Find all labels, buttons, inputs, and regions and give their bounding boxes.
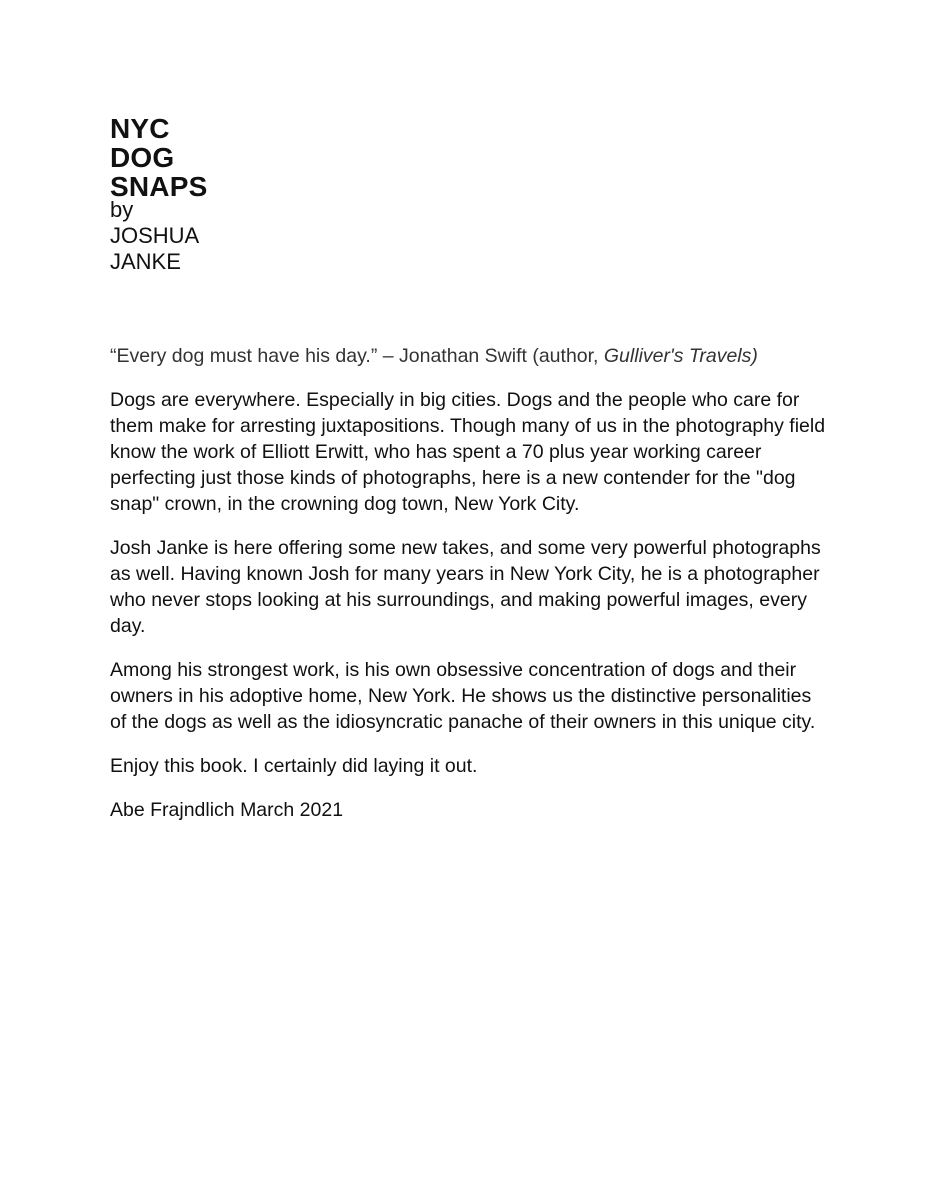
paragraph-2: Josh Janke is here offering some new takes, and some very powerful photographs as well. Having known Josh for many years in New York City, he is a photographer who never stops looking at his surroundings, and making powerful images, every day.	[110, 537, 821, 637]
author-first-name: JOSHUA	[110, 223, 200, 248]
epigraph-book-title-part2: Travels)	[683, 345, 758, 367]
book-title-line-2: DOG	[110, 142, 175, 173]
byline-by: by	[110, 197, 134, 222]
document-page	[110, 114, 830, 823]
paragraph-3: Among his strongest work, is his own obsessive concentration of dogs and their owners in his adoptive home, New York. He shows us the distinctive personalities of the dogs as well as the idiosyncratic panache of their owners in this unique city.	[110, 659, 816, 733]
epigraph-quote	[110, 343, 830, 369]
book-title-line-3: SNAPS	[110, 171, 208, 202]
signature-line: Abe Frajndlich March 2021	[110, 799, 344, 821]
paragraph-1: Dogs are everywhere. Especially in big cities. Dogs and the people who care for them make for arresting juxtapositions. Though many of us in the photography field know the work of Elliott Erwitt, who has spent a 70 plus year working career perfecting just those kinds of photographs, here is a new contender for the "dog snap" crown, in the crowning dog town, New York City.	[110, 389, 826, 515]
epigraph-book-title-part1: Gulliver's	[603, 345, 684, 367]
paragraph-4: Enjoy this book. I certainly did laying it out.	[110, 755, 478, 777]
book-title-line-1: NYC	[110, 113, 170, 144]
epigraph-text: “Every dog must have his day.” – Jonathan Swift (author,	[110, 345, 604, 367]
author-last-name: JANKE	[110, 249, 181, 274]
book-title-block	[110, 114, 830, 275]
